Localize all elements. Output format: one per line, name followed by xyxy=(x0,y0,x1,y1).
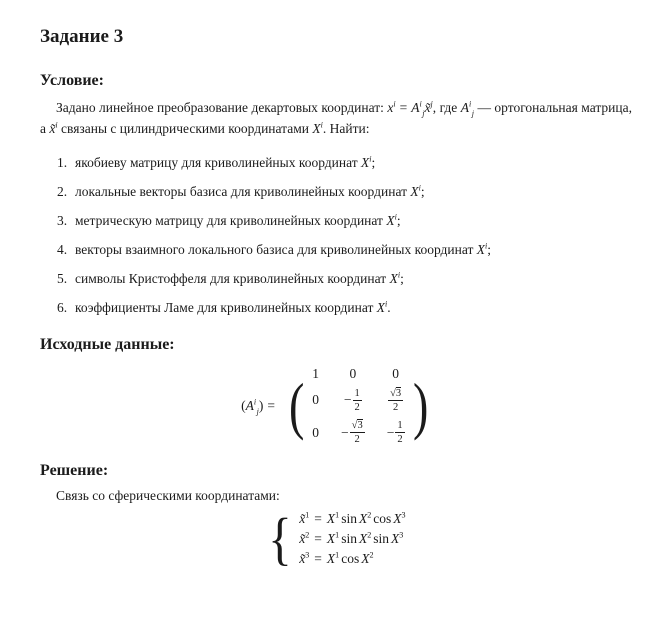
fraction-numerator: 1 xyxy=(353,387,362,401)
math-sup: 2 xyxy=(369,550,374,560)
punctuation: ; xyxy=(371,154,376,170)
math-var-X: X xyxy=(389,270,398,286)
list-item xyxy=(57,242,632,258)
equation-line xyxy=(299,551,405,567)
math-var-xtilde: x̃ xyxy=(299,511,306,527)
text-run: метрическую матрицу для криволинейных координат xyxy=(75,212,383,228)
matrix-cell xyxy=(341,419,365,446)
math-var-xtilde: x̃ xyxy=(49,120,56,136)
equals-sign: = xyxy=(314,511,322,527)
math-sup: 1 xyxy=(335,510,340,520)
math-var-A: A xyxy=(411,100,420,115)
math-sup: i xyxy=(320,120,323,130)
list-item xyxy=(57,213,632,229)
math-var-X: X xyxy=(391,531,400,547)
equals-sign: = xyxy=(267,398,275,414)
left-brace: { xyxy=(268,506,293,572)
math-var-X: X xyxy=(326,531,336,547)
text-run: Связь со сферическими координатами: xyxy=(56,488,280,504)
text-run: связаны с цилиндрическими координатами xyxy=(57,120,313,136)
math-sup: 2 xyxy=(305,530,310,540)
radicand: 3 xyxy=(357,420,363,432)
math-var-xtilde: x̃ xyxy=(299,531,306,547)
list-number: 3. xyxy=(57,212,68,228)
math-var-X: X xyxy=(410,183,419,199)
list-item xyxy=(57,155,632,171)
text-run: якобиеву матрицу для криволинейных координат xyxy=(75,154,358,170)
text-run: векторы взаимного локального базиса для криволинейных координат xyxy=(75,241,474,257)
fraction xyxy=(350,419,365,446)
function-name: sin xyxy=(341,531,357,547)
equals-sign: = xyxy=(314,531,322,547)
list-number: 1. xyxy=(57,154,68,170)
matrix-cell: 0 xyxy=(312,424,320,440)
matrix-grid xyxy=(307,366,409,447)
matrix-cell xyxy=(388,387,403,414)
list-text xyxy=(75,184,425,200)
list-item xyxy=(57,271,632,287)
math-var-X: X xyxy=(476,241,486,257)
math-sub: j xyxy=(422,108,425,118)
initial-data-heading: Исходные данные: xyxy=(40,335,175,353)
punctuation: ; xyxy=(400,270,404,286)
list-number: 6. xyxy=(57,299,68,315)
math-sup: i xyxy=(385,299,388,309)
equals-sign: = xyxy=(399,100,408,115)
list-number: 5. xyxy=(57,270,68,286)
text-run: коэффициенты Ламе для криволинейных координат xyxy=(75,299,374,315)
condition-paragraph xyxy=(40,98,632,140)
math-var-X: X xyxy=(358,531,368,547)
math-var-X: X xyxy=(376,299,386,315)
math-sup: 2 xyxy=(367,510,372,520)
right-paren: ) xyxy=(412,370,428,442)
equals-sign: = xyxy=(314,551,322,567)
matrix-cell: 0 xyxy=(349,365,357,381)
list-item xyxy=(57,300,632,316)
minus-sign: − xyxy=(341,424,349,440)
math-sup: 1 xyxy=(305,510,310,520)
list-text xyxy=(75,155,375,171)
math-sup: i xyxy=(485,241,488,251)
equations xyxy=(299,511,405,567)
math-sup: 1 xyxy=(335,530,340,540)
page-title: Задание 3 xyxy=(40,26,124,47)
list-text xyxy=(75,300,391,316)
fraction xyxy=(388,387,403,414)
minus-sign: − xyxy=(343,392,352,408)
math-sub: j xyxy=(256,406,259,416)
math-var-X: X xyxy=(386,212,395,228)
math-sup: i xyxy=(397,270,401,280)
matrix-cell: 0 xyxy=(312,392,320,408)
task-list xyxy=(40,155,632,316)
math-sup: i xyxy=(469,99,472,109)
function-name: sin xyxy=(341,511,357,527)
solution-heading: Решение: xyxy=(40,462,109,480)
math-var-xtilde: x̃ xyxy=(299,551,306,567)
equation-line xyxy=(299,511,405,527)
text-run: — ортогональная матрица, а xyxy=(40,100,632,136)
math-var-X: X xyxy=(326,551,336,567)
equation-line xyxy=(299,531,405,547)
math-var-X: X xyxy=(361,154,370,170)
matrix-cell: 0 xyxy=(392,365,399,381)
radical-sign: √ xyxy=(390,387,396,399)
math-sup: 2 xyxy=(367,530,372,540)
math-var-X: X xyxy=(312,120,321,136)
math-var-x: x xyxy=(387,100,394,115)
matrix-cell xyxy=(387,419,405,446)
punctuation: ; xyxy=(487,241,492,257)
math-sup: i xyxy=(394,212,397,222)
fraction-denominator: 2 xyxy=(392,401,399,413)
equation-system xyxy=(40,506,632,572)
radicand: 3 xyxy=(395,387,402,399)
list-text xyxy=(75,242,491,258)
punctuation: ; xyxy=(396,212,401,228)
list-text xyxy=(75,213,401,229)
fraction-denominator: 2 xyxy=(397,434,403,446)
matrix-cell xyxy=(344,387,362,414)
left-paren: ( xyxy=(288,370,305,442)
fraction xyxy=(353,387,362,414)
math-sub: j xyxy=(471,108,474,118)
math-sup: 3 xyxy=(305,550,310,560)
minus-sign: − xyxy=(386,424,395,440)
fraction-numerator xyxy=(350,419,365,433)
radical-sign: √ xyxy=(351,420,358,432)
math-sup: 1 xyxy=(335,550,340,560)
math-var-X: X xyxy=(358,511,368,527)
matrix-lhs xyxy=(241,398,279,414)
math-sup: i xyxy=(393,99,396,109)
list-text xyxy=(75,271,404,287)
function-name: cos xyxy=(341,551,360,567)
text-run: , где xyxy=(432,100,461,115)
math-var-A: A xyxy=(245,398,254,414)
fraction-denominator: 2 xyxy=(354,401,360,413)
math-sup: i xyxy=(419,99,422,109)
list-number: 2. xyxy=(57,183,68,199)
paren: ) xyxy=(258,398,264,414)
math-sup: 3 xyxy=(401,510,406,520)
fraction-numerator: 1 xyxy=(395,419,404,433)
text-run: Задано линейное преобразование декартовых координат: xyxy=(56,100,388,115)
solution-intro xyxy=(40,486,632,507)
function-name: cos xyxy=(373,511,392,527)
fraction-numerator xyxy=(388,387,403,401)
paren: ( xyxy=(241,398,246,414)
function-name: sin xyxy=(373,531,390,547)
math-var-A: A xyxy=(460,100,469,115)
math-sup: i xyxy=(253,397,257,407)
punctuation: ; xyxy=(420,183,425,199)
math-sup: i xyxy=(418,183,421,193)
fraction-denominator: 2 xyxy=(354,434,360,446)
math-sup: 3 xyxy=(399,530,404,540)
text-run: локальные векторы базиса для криволинейных координат xyxy=(75,183,407,199)
math-sup: i xyxy=(55,120,58,130)
math-var-xtilde: x̃ xyxy=(424,100,431,115)
list-item xyxy=(57,184,632,200)
list-number: 4. xyxy=(57,241,68,257)
condition-heading: Условие: xyxy=(40,72,104,89)
matrix-cell: 1 xyxy=(312,365,320,381)
punctuation: . xyxy=(387,299,391,315)
matrix-equation xyxy=(40,366,632,447)
text-run: символы Кристоффеля для криволинейных координат xyxy=(75,270,387,286)
math-sup: i xyxy=(369,154,372,164)
math-var-X: X xyxy=(393,511,402,527)
fraction xyxy=(395,419,404,446)
math-var-X: X xyxy=(326,511,336,527)
math-sup: j xyxy=(430,99,433,109)
text-run: . Найти: xyxy=(322,120,370,136)
math-var-X: X xyxy=(361,551,370,567)
